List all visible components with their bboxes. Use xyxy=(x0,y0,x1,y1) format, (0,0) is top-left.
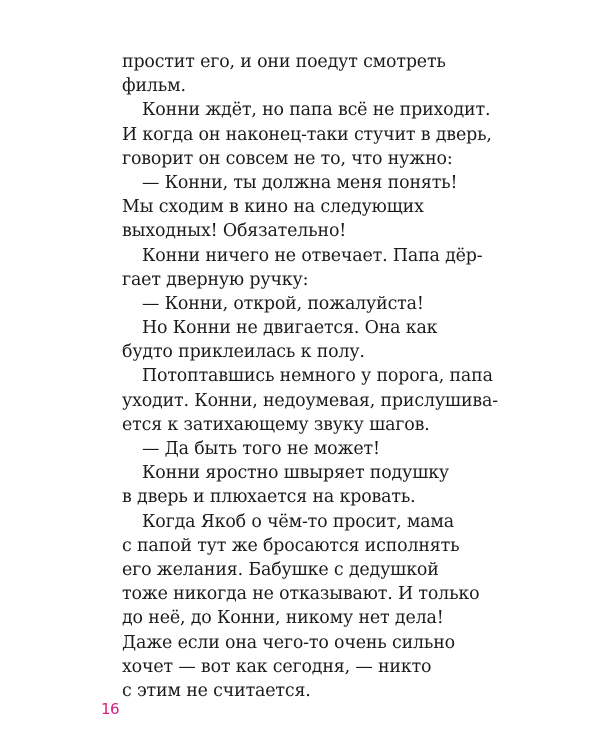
text-line: Когда Якоб о чём-то просит, мама xyxy=(142,511,455,532)
text-line: Но Конни не двигается. Она как xyxy=(142,318,438,339)
text-line: Конни яростно швыряет подушку xyxy=(142,463,450,484)
text-line: Потоптавшись немного у порога, папа xyxy=(142,366,493,387)
body-text xyxy=(122,50,498,703)
text-line: его желания. Бабушке с дедушкой xyxy=(122,559,439,580)
text-line: Мы сходим в кино на следующих xyxy=(122,197,424,218)
text-line: ется к затихающему звуку шагов. xyxy=(122,414,430,435)
text-line: говорит он совсем не то, что нужно: xyxy=(122,148,453,169)
text-line: выходных! Обязательно! xyxy=(122,221,347,242)
text-line: уходит. Конни, недоумевая, прислушива- xyxy=(122,390,498,411)
text-line: гает дверную ручку: xyxy=(122,269,309,290)
text-line: фильм. xyxy=(122,76,186,97)
text-line: с этим не считается. xyxy=(122,680,311,701)
text-line: Даже если она чего-то очень сильно xyxy=(122,632,455,653)
text-line: хочет — вот как сегодня, — никто xyxy=(122,656,432,677)
text-line: до неё, до Конни, никому нет дела! xyxy=(122,608,444,629)
text-line: тоже никогда не отказывают. И только xyxy=(122,584,480,605)
text-line: Конни ничего не отвечает. Папа дёр- xyxy=(142,245,483,266)
text-line: будто приклеилась к полу. xyxy=(122,342,365,363)
text-line: Конни ждёт, но папа всё не приходит. xyxy=(142,100,491,121)
text-line: И когда он наконец-таки стучит в дверь, xyxy=(122,124,492,145)
page-number: 16 xyxy=(101,700,120,718)
text-line: — Да быть того не может! xyxy=(142,439,380,459)
text-line: простит его, и они поедут смотреть xyxy=(122,52,446,72)
text-line: — Конни, ты должна меня понять! xyxy=(142,172,458,193)
text-line: в дверь и плюхается на кровать. xyxy=(122,487,416,508)
text-line: — Конни, открой, пожалуйста! xyxy=(142,293,424,314)
text-line: с папой тут же бросаются исполнять xyxy=(122,535,460,556)
